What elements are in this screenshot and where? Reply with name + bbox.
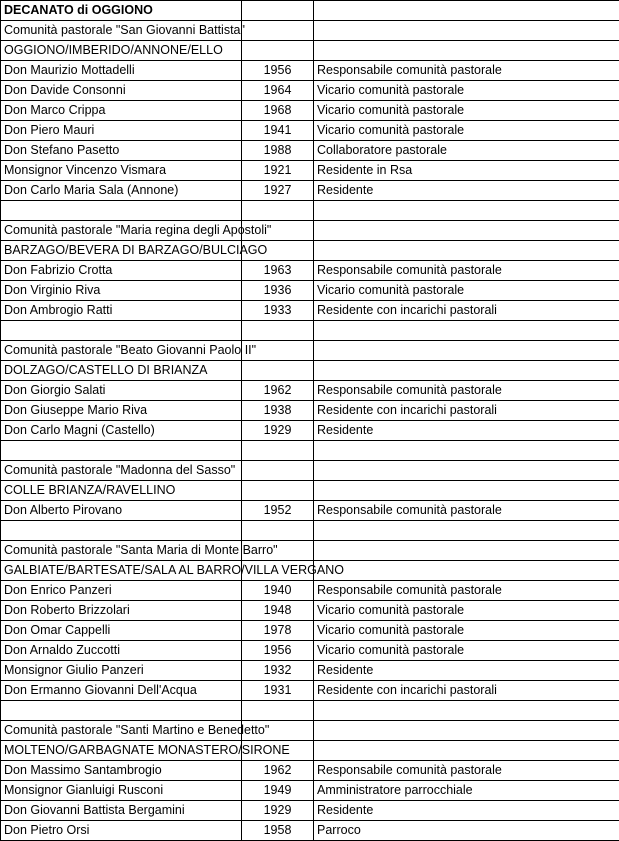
year-cell[interactable]: 1931: [242, 681, 314, 701]
role-cell[interactable]: Vicario comunità pastorale: [314, 81, 619, 101]
empty-cell[interactable]: [314, 541, 619, 561]
name-cell[interactable]: Don Maurizio Mottadelli: [1, 61, 242, 81]
name-cell[interactable]: Don Arnaldo Zuccotti: [1, 641, 242, 661]
table-row: [1, 81, 619, 101]
year-cell[interactable]: 1936: [242, 281, 314, 301]
name-cell[interactable]: Don Alberto Pirovano: [1, 501, 242, 521]
empty-cell[interactable]: [314, 241, 619, 261]
section-header-cell[interactable]: GALBIATE/BARTESATE/SALA AL BARRO/VILLA VERGANO: [1, 561, 242, 581]
empty-cell[interactable]: [242, 461, 314, 481]
section-header-cell[interactable]: Comunità pastorale "San Giovanni Battista": [1, 21, 242, 41]
empty-cell[interactable]: [242, 701, 314, 721]
role-cell[interactable]: Residente: [314, 801, 619, 821]
table-row: [1, 121, 619, 141]
year-cell[interactable]: 1940: [242, 581, 314, 601]
role-cell[interactable]: Vicario comunità pastorale: [314, 121, 619, 141]
role-cell[interactable]: Residente con incarichi pastorali: [314, 681, 619, 701]
year-cell[interactable]: 1932: [242, 661, 314, 681]
empty-cell[interactable]: [314, 701, 619, 721]
year-cell[interactable]: 1929: [242, 801, 314, 821]
section-row: [1, 561, 619, 581]
table-row: [1, 261, 619, 281]
name-cell[interactable]: Don Davide Consonni: [1, 81, 242, 101]
section-header-cell[interactable]: MOLTENO/GARBAGNATE MONASTERO/SIRONE: [1, 741, 242, 761]
section-row: [1, 481, 619, 501]
name-cell[interactable]: Don Omar Cappelli: [1, 621, 242, 641]
section-row: [1, 41, 619, 61]
empty-cell[interactable]: [314, 321, 619, 341]
section-row: [1, 461, 619, 481]
empty-cell[interactable]: [242, 1, 314, 21]
year-cell[interactable]: 1948: [242, 601, 314, 621]
table-row: [1, 601, 619, 621]
table-row: [1, 281, 619, 301]
name-cell[interactable]: Don Marco Crippa: [1, 101, 242, 121]
empty-cell[interactable]: [314, 361, 619, 381]
empty-cell[interactable]: [314, 441, 619, 461]
empty-cell[interactable]: [314, 221, 619, 241]
name-cell[interactable]: Monsignor Giulio Panzeri: [1, 661, 242, 681]
role-cell[interactable]: Responsabile comunità pastorale: [314, 581, 619, 601]
year-cell[interactable]: 1968: [242, 101, 314, 121]
table-row: [1, 581, 619, 601]
table-row: [1, 141, 619, 161]
year-cell[interactable]: 1962: [242, 381, 314, 401]
empty-cell[interactable]: [242, 21, 314, 41]
role-cell[interactable]: Vicario comunità pastorale: [314, 101, 619, 121]
role-cell[interactable]: Responsabile comunità pastorale: [314, 501, 619, 521]
empty-cell[interactable]: [1, 321, 242, 341]
empty-row: [1, 521, 619, 541]
name-cell[interactable]: Don Giuseppe Mario Riva: [1, 401, 242, 421]
empty-cell[interactable]: [314, 461, 619, 481]
role-cell[interactable]: Parroco: [314, 821, 619, 841]
role-cell[interactable]: Residente con incarichi pastorali: [314, 401, 619, 421]
table-row: [1, 401, 619, 421]
name-cell[interactable]: Monsignor Gianluigi Rusconi: [1, 781, 242, 801]
role-cell[interactable]: Residente: [314, 421, 619, 441]
table-row: [1, 61, 619, 81]
empty-cell[interactable]: [314, 201, 619, 221]
empty-cell[interactable]: [314, 521, 619, 541]
role-cell[interactable]: Responsabile comunità pastorale: [314, 381, 619, 401]
name-cell[interactable]: Don Fabrizio Crotta: [1, 261, 242, 281]
empty-cell[interactable]: [314, 1, 619, 21]
role-cell[interactable]: Vicario comunità pastorale: [314, 601, 619, 621]
empty-cell[interactable]: [314, 41, 619, 61]
name-cell[interactable]: Don Stefano Pasetto: [1, 141, 242, 161]
empty-cell[interactable]: [1, 701, 242, 721]
empty-cell[interactable]: [242, 41, 314, 61]
name-cell[interactable]: Don Pietro Orsi: [1, 821, 242, 841]
role-cell[interactable]: Responsabile comunità pastorale: [314, 761, 619, 781]
name-cell[interactable]: Don Massimo Santambrogio: [1, 761, 242, 781]
role-cell[interactable]: Collaboratore pastorale: [314, 141, 619, 161]
year-cell[interactable]: 1958: [242, 821, 314, 841]
section-header-cell[interactable]: Comunità pastorale "Maria regina degli Apostoli": [1, 221, 242, 241]
role-cell[interactable]: Residente: [314, 661, 619, 681]
section-header-cell[interactable]: COLLE BRIANZA/RAVELLINO: [1, 481, 242, 501]
section-row: [1, 341, 619, 361]
empty-cell[interactable]: [1, 441, 242, 461]
role-cell[interactable]: Responsabile comunità pastorale: [314, 261, 619, 281]
role-cell[interactable]: Amministratore parrocchiale: [314, 781, 619, 801]
name-cell[interactable]: Don Virginio Riva: [1, 281, 242, 301]
empty-cell[interactable]: [1, 521, 242, 541]
table-row: [1, 301, 619, 321]
empty-row: [1, 321, 619, 341]
deanery-title-cell[interactable]: DECANATO di OGGIONO: [1, 1, 242, 21]
empty-cell[interactable]: [242, 361, 314, 381]
table-row: [1, 681, 619, 701]
section-row: [1, 221, 619, 241]
section-row: [1, 361, 619, 381]
section-header-cell[interactable]: DOLZAGO/CASTELLO DI BRIANZA: [1, 361, 242, 381]
year-cell[interactable]: 1956: [242, 61, 314, 81]
empty-cell[interactable]: [314, 561, 619, 581]
section-row: [1, 741, 619, 761]
name-cell[interactable]: Don Giovanni Battista Bergamini: [1, 801, 242, 821]
section-header-cell[interactable]: Comunità pastorale "Beato Giovanni Paolo II": [1, 341, 242, 361]
year-cell[interactable]: 1978: [242, 621, 314, 641]
year-cell[interactable]: 1933: [242, 301, 314, 321]
year-cell[interactable]: 1938: [242, 401, 314, 421]
section-row: [1, 241, 619, 261]
empty-cell[interactable]: [314, 741, 619, 761]
table-row: [1, 101, 619, 121]
name-cell[interactable]: Don Ermanno Giovanni Dell'Acqua: [1, 681, 242, 701]
name-cell[interactable]: Don Roberto Brizzolari: [1, 601, 242, 621]
section-row: [1, 541, 619, 561]
empty-row: [1, 441, 619, 461]
table-row: [1, 761, 619, 781]
year-cell[interactable]: 1921: [242, 161, 314, 181]
role-cell[interactable]: Vicario comunità pastorale: [314, 641, 619, 661]
role-cell[interactable]: Vicario comunità pastorale: [314, 621, 619, 641]
section-header-cell[interactable]: BARZAGO/BEVERA DI BARZAGO/BULCIAGO: [1, 241, 242, 261]
year-cell[interactable]: 1962: [242, 761, 314, 781]
role-cell[interactable]: Responsabile comunità pastorale: [314, 61, 619, 81]
table-row: [1, 621, 619, 641]
empty-cell[interactable]: [242, 201, 314, 221]
table-row: [1, 181, 619, 201]
empty-cell[interactable]: [314, 721, 619, 741]
role-cell[interactable]: Vicario comunità pastorale: [314, 281, 619, 301]
empty-cell[interactable]: [314, 481, 619, 501]
section-row: [1, 1, 619, 21]
empty-cell[interactable]: [1, 201, 242, 221]
name-cell[interactable]: Don Piero Mauri: [1, 121, 242, 141]
empty-cell[interactable]: [242, 481, 314, 501]
empty-cell[interactable]: [314, 21, 619, 41]
name-cell[interactable]: Don Carlo Magni (Castello): [1, 421, 242, 441]
year-cell[interactable]: 1964: [242, 81, 314, 101]
section-row: [1, 721, 619, 741]
name-cell[interactable]: Monsignor Vincenzo Vismara: [1, 161, 242, 181]
section-header-cell[interactable]: OGGIONO/IMBERIDO/ANNONE/ELLO: [1, 41, 242, 61]
name-cell[interactable]: Don Carlo Maria Sala (Annone): [1, 181, 242, 201]
year-cell[interactable]: 1929: [242, 421, 314, 441]
table-row: [1, 641, 619, 661]
section-row: [1, 21, 619, 41]
name-cell[interactable]: Don Giorgio Salati: [1, 381, 242, 401]
role-cell[interactable]: Residente in Rsa: [314, 161, 619, 181]
empty-row: [1, 201, 619, 221]
role-cell[interactable]: Residente: [314, 181, 619, 201]
table-row: [1, 661, 619, 681]
name-cell[interactable]: Don Enrico Panzeri: [1, 581, 242, 601]
year-cell[interactable]: 1927: [242, 181, 314, 201]
year-cell[interactable]: 1988: [242, 141, 314, 161]
role-cell[interactable]: Residente con incarichi pastorali: [314, 301, 619, 321]
table-row: [1, 801, 619, 821]
empty-cell[interactable]: [242, 521, 314, 541]
table-row: [1, 501, 619, 521]
spreadsheet-body: [1, 1, 619, 841]
empty-row: [1, 701, 619, 721]
name-cell[interactable]: Don Ambrogio Ratti: [1, 301, 242, 321]
table-row: [1, 781, 619, 801]
year-cell[interactable]: 1956: [242, 641, 314, 661]
table-row: [1, 821, 619, 841]
year-cell[interactable]: 1941: [242, 121, 314, 141]
empty-cell[interactable]: [242, 441, 314, 461]
empty-cell[interactable]: [314, 341, 619, 361]
empty-cell[interactable]: [242, 321, 314, 341]
section-header-cell[interactable]: Comunità pastorale "Madonna del Sasso": [1, 461, 242, 481]
year-cell[interactable]: 1949: [242, 781, 314, 801]
year-cell[interactable]: 1952: [242, 501, 314, 521]
table-row: [1, 421, 619, 441]
year-cell[interactable]: 1963: [242, 261, 314, 281]
section-header-cell[interactable]: Comunità pastorale "Santa Maria di Monte Barro": [1, 541, 242, 561]
table-row: [1, 381, 619, 401]
section-header-cell[interactable]: Comunità pastorale "Santi Martino e Benedetto": [1, 721, 242, 741]
table-row: [1, 161, 619, 181]
